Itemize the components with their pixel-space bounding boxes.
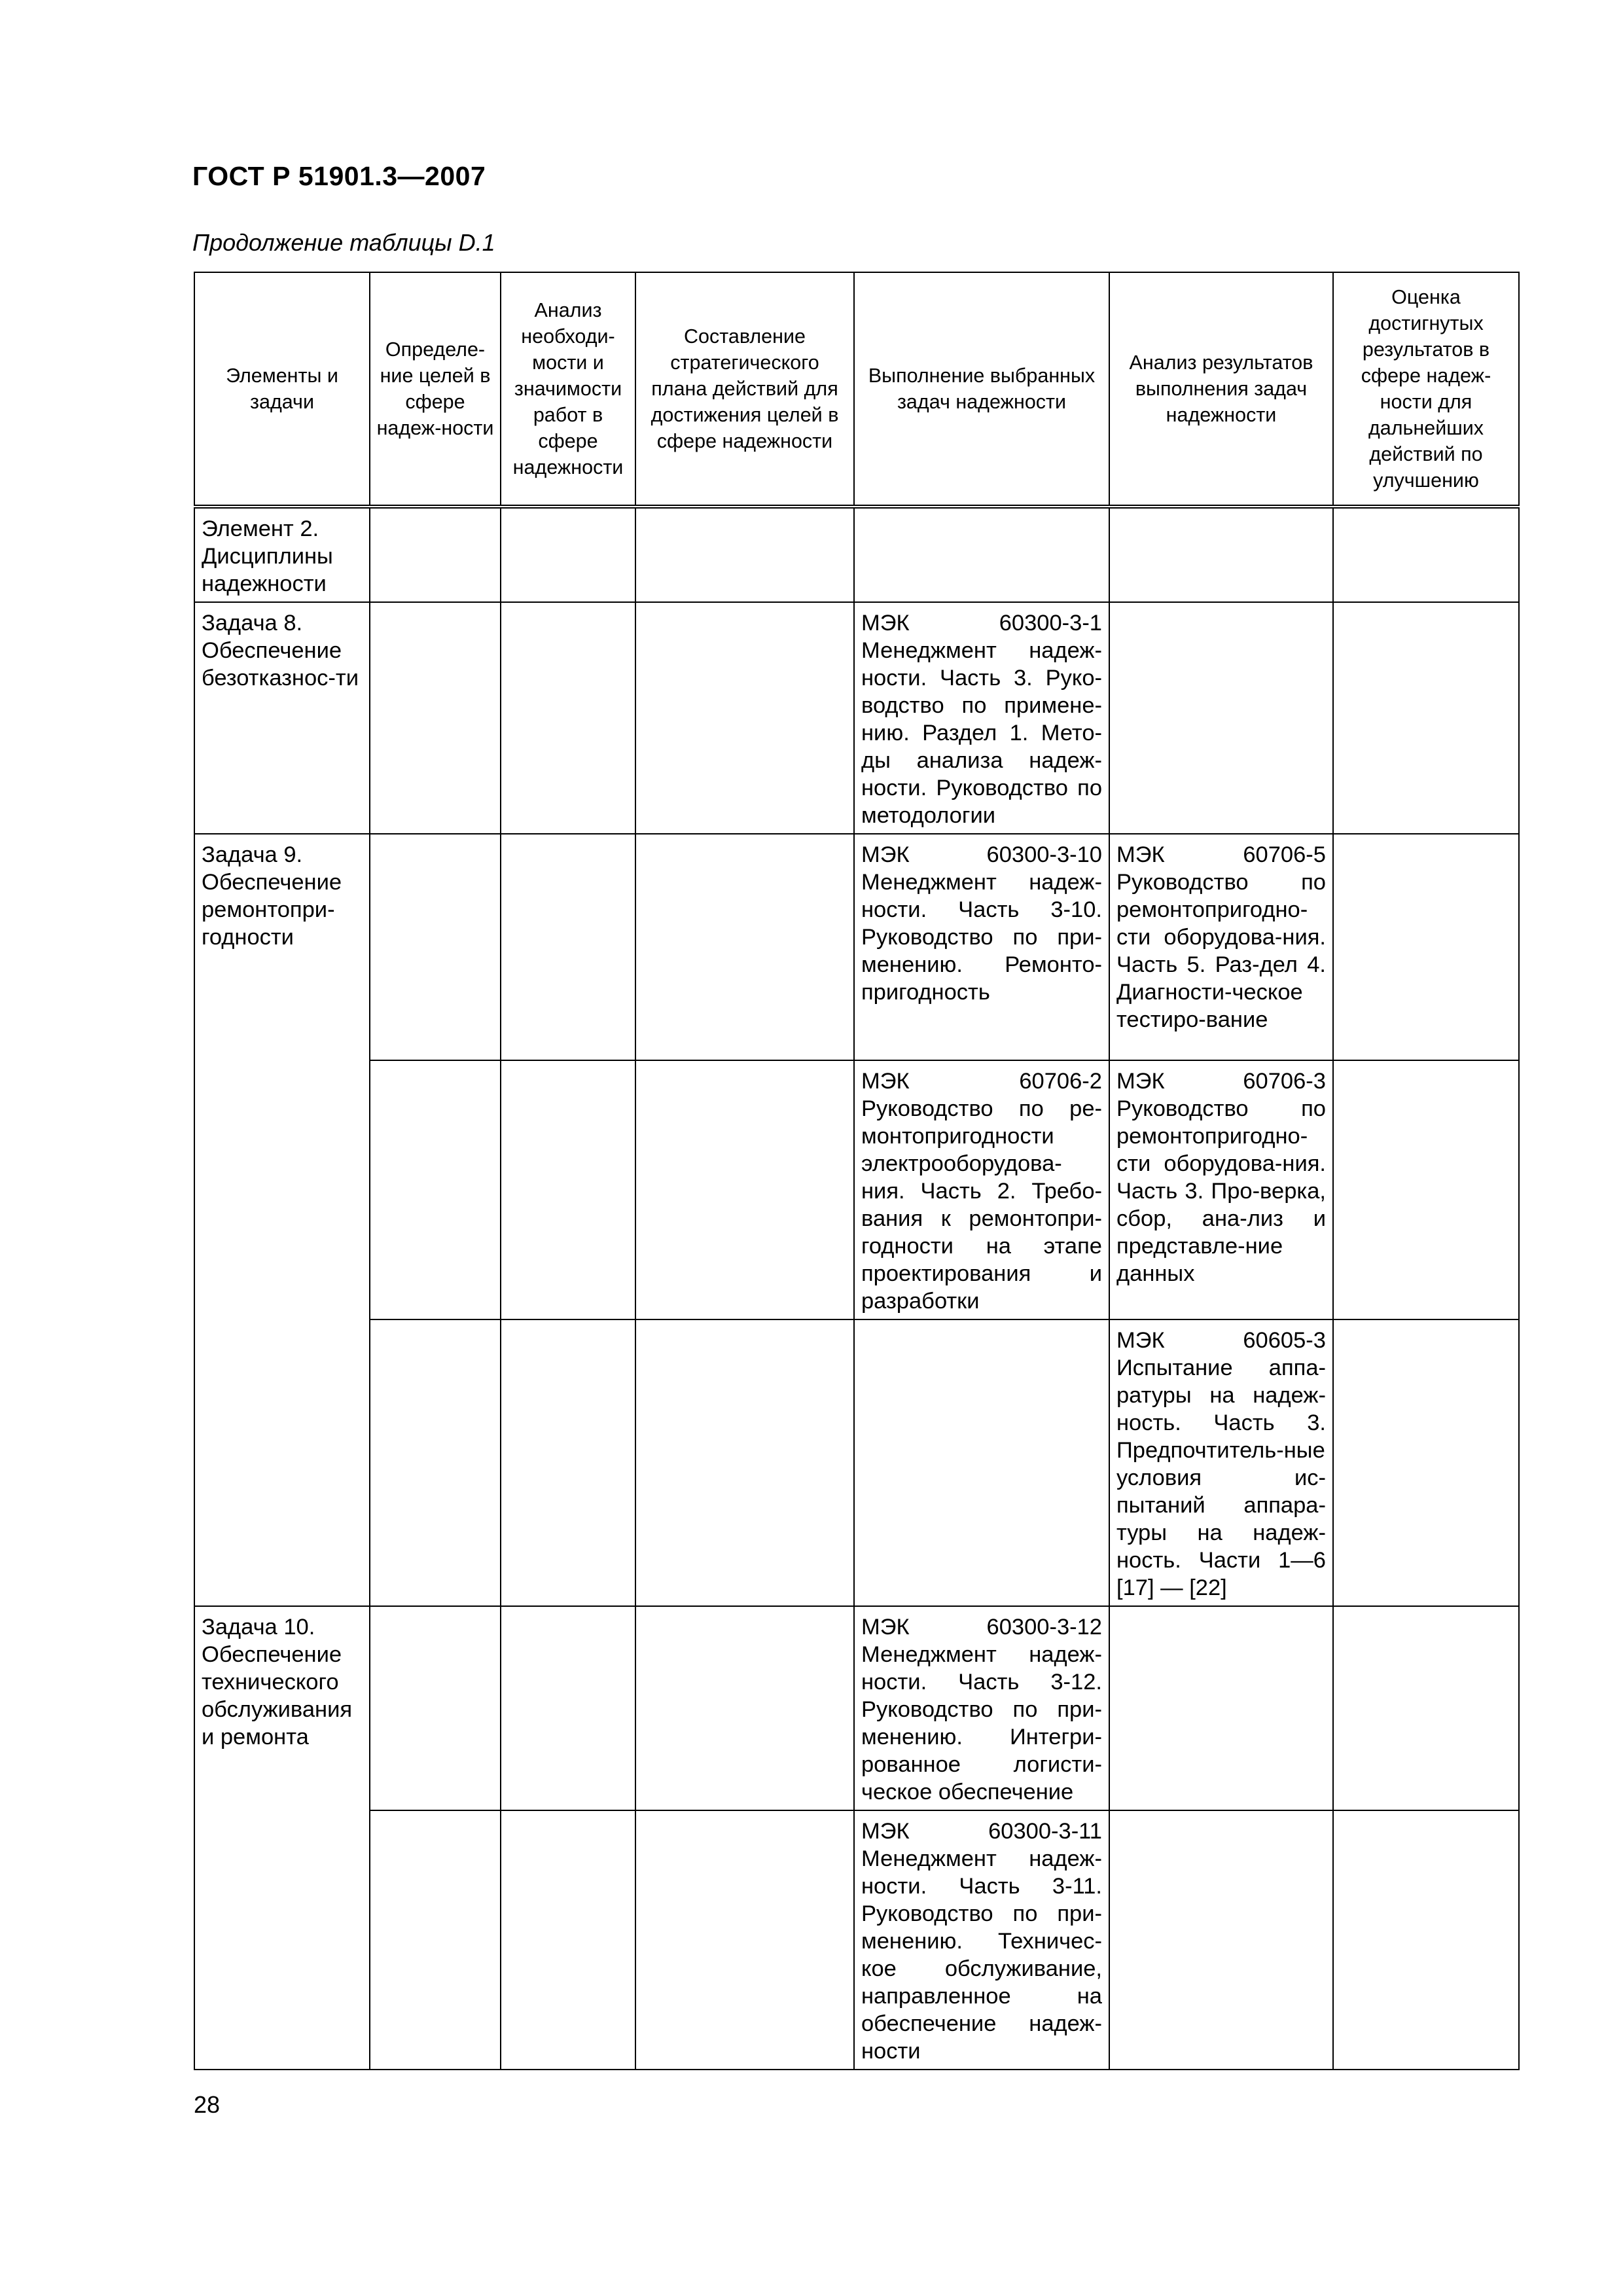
analysis-cell: МЭК 60706-5 Руководство по ремонтопригодно-сти оборудова-ния. Часть 5. Раз-дел 4. Диагности-ческое тестиро-вание	[1109, 834, 1333, 1060]
table-cell	[501, 1606, 635, 1810]
table-cell	[1109, 1810, 1333, 2070]
table-cell	[635, 602, 854, 834]
table-cell	[1333, 507, 1519, 602]
column-header-evaluation: Оценка достигнутых результатов в сфере надеж-ности для дальнейших действий по улучшению	[1333, 272, 1519, 507]
document-header: ГОСТ Р 51901.3—2007	[192, 161, 486, 191]
column-header-needs-analysis: Анализ необходи-мости и значимости работ в сфере надежности	[501, 272, 635, 507]
table-cell	[501, 834, 635, 1060]
table-cell	[370, 1606, 501, 1810]
table-row	[194, 507, 1519, 602]
execution-cell: МЭК 60300-3-12 Менеджмент надеж-ности. Часть 3-12. Руководство по при-менению. Интегри-рованное логисти-ческое обеспечение	[854, 1606, 1109, 1810]
table-cell	[370, 1810, 501, 2070]
table-cell	[854, 507, 1109, 602]
table-cell	[1333, 602, 1519, 834]
table-cell	[370, 602, 501, 834]
analysis-cell: МЭК 60706-3 Руководство по ремонтопригодно-сти оборудова-ния. Часть 3. Про-верка, сбор, ана-лиз и представле-ние данных	[1109, 1060, 1333, 1319]
table-cell	[1333, 834, 1519, 1060]
task-label: Задача 9. Обеспечение ремонтопри-годности	[194, 834, 370, 1606]
execution-cell: МЭК 60300-3-10 Менеджмент надеж-ности. Часть 3-10. Руководство по при-менению. Ремонто-пригодность	[854, 834, 1109, 1060]
table-cell	[1333, 1319, 1519, 1606]
column-header-goals: Определе-ние целей в сфере надеж-ности	[370, 272, 501, 507]
table-cell	[635, 1606, 854, 1810]
table-cell	[635, 834, 854, 1060]
table-cell	[854, 1319, 1109, 1606]
table-cell	[501, 507, 635, 602]
table-cell	[1109, 1606, 1333, 1810]
table-cell	[635, 1060, 854, 1319]
column-header-results-analysis: Анализ результатов выполнения задач надежности	[1109, 272, 1333, 507]
table-row	[194, 602, 1519, 834]
column-header-elements: Элементы и задачи	[194, 272, 370, 507]
table-cell	[501, 1319, 635, 1606]
table-cell	[635, 507, 854, 602]
table-cell	[370, 834, 501, 1060]
table-cell	[501, 1810, 635, 2070]
element-label: Элемент 2. Дисциплины надежности	[194, 507, 370, 602]
task-label: Задача 8. Обеспечение безотказнос-ти	[194, 602, 370, 834]
analysis-cell: МЭК 60605-3 Испытание аппа-ратуры на надеж-ность. Часть 3. Предпочтитель-ные условия ис-пытаний аппара-туры на надеж-ность. Части 1—6 [17] — [22]	[1109, 1319, 1333, 1606]
table-cell	[1333, 1606, 1519, 1810]
table-cell	[370, 507, 501, 602]
table-header-row	[194, 272, 1519, 507]
table-cell	[635, 1319, 854, 1606]
table-cell	[1333, 1810, 1519, 2070]
table-row	[194, 1810, 1519, 2070]
table-cell	[501, 602, 635, 834]
table-cell	[1333, 1060, 1519, 1319]
table-row	[194, 1606, 1519, 1810]
table-cell	[370, 1319, 501, 1606]
execution-cell: МЭК 60300-3-1 Менеджмент надеж-ности. Часть 3. Руко-водство по примене-нию. Раздел 1. Мето-ды анализа надеж-ности. Руководство по методологии	[854, 602, 1109, 834]
standards-table	[194, 272, 1520, 2070]
table-row	[194, 1319, 1519, 1606]
table-cell	[1109, 507, 1333, 602]
task-label: Задача 10. Обеспечение технического обслуживания и ремонта	[194, 1606, 370, 2070]
table-caption: Продолжение таблицы D.1	[192, 229, 495, 256]
page-number: 28	[194, 2091, 221, 2118]
table-cell	[1109, 602, 1333, 834]
table-cell	[501, 1060, 635, 1319]
table-cell	[635, 1810, 854, 2070]
column-header-execution: Выполнение выбранных задач надежности	[854, 272, 1109, 507]
column-header-strategic-plan: Составление стратегического плана действий для достижения целей в сфере надежности	[635, 272, 854, 507]
table-row	[194, 834, 1519, 1060]
table-cell	[370, 1060, 501, 1319]
execution-cell: МЭК 60300-3-11 Менеджмент надеж-ности. Часть 3-11. Руководство по при-менению. Техничес-кое обслуживание, направленное на обеспечение надеж-ности	[854, 1810, 1109, 2070]
execution-cell: МЭК 60706-2 Руководство по ре-монтопригодности электрооборудова-ния. Часть 2. Требо-вания к ремонтопри-годности на этапе проектирования и разработки	[854, 1060, 1109, 1319]
table-row	[194, 1060, 1519, 1319]
